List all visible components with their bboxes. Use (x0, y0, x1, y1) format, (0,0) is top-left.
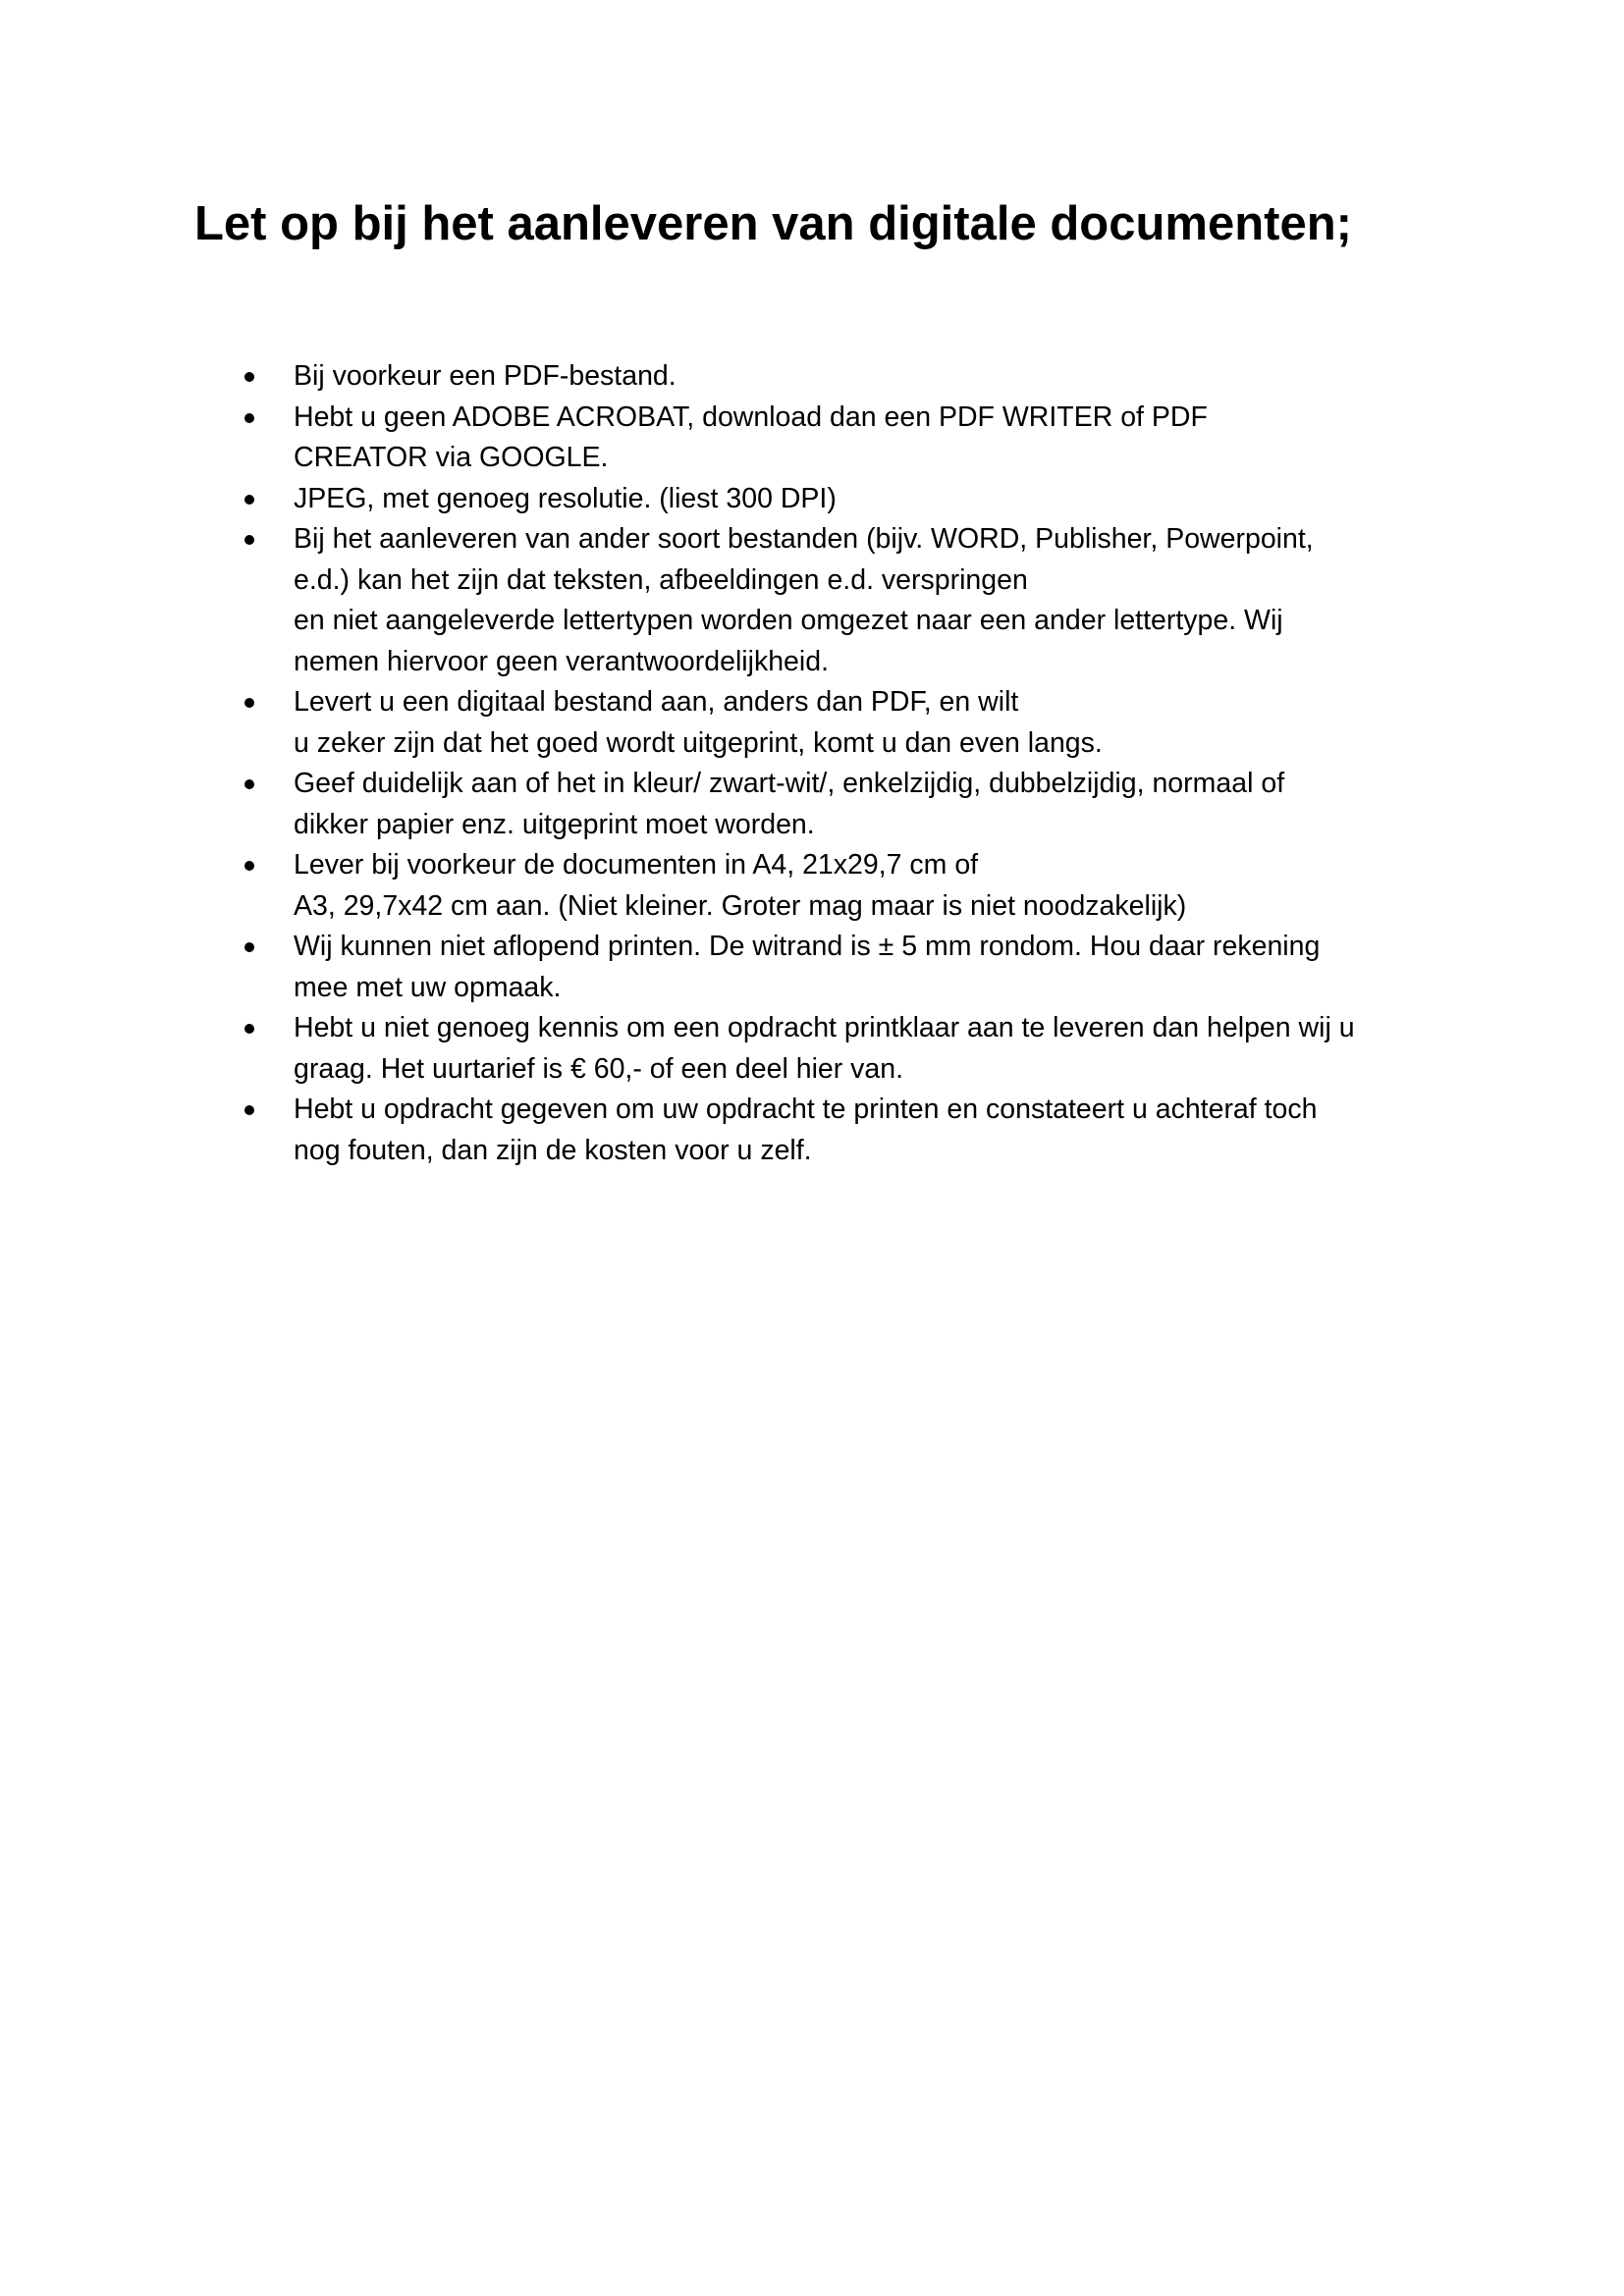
list-item-line: Hebt u geen ADOBE ACROBAT, download dan een PDF WRITER of PDF (294, 400, 1208, 433)
list-item-line: CREATOR via GOOGLE. (294, 442, 609, 473)
list-item (244, 479, 1462, 520)
page-title: Let op bij het aanleveren van digitale documenten; (194, 197, 1352, 250)
bullet-icon (244, 861, 254, 871)
bullet-icon (244, 372, 254, 382)
list-item-line: graag. Het uurtarief is € 60,- of een deel hier van. (294, 1052, 904, 1085)
list-item-line: Hebt u opdracht gegeven om uw opdracht te printen en constateert u achteraf toch (294, 1094, 1318, 1125)
list-item-line: A3, 29,7x42 cm aan. (Niet kleiner. Groter mag maar is niet noodzakelijk) (294, 889, 1187, 922)
bullet-list (244, 356, 1462, 1171)
list-item-line: JPEG, met genoeg resolutie. (liest 300 DPI) (294, 482, 837, 514)
list-item-line: Levert u een digitaal bestand aan, anders dan PDF, en wilt (294, 686, 1019, 718)
list-item (244, 682, 1462, 764)
list-item-line: Bij het aanleveren van ander soort bestanden (bijv. WORD, Publisher, Powerpoint, (294, 523, 1314, 555)
list-item (244, 1090, 1462, 1171)
list-item-line: nog fouten, dan zijn de kosten voor u zelf. (294, 1134, 812, 1166)
list-item-line: nemen hiervoor geen verantwoordelijkheid. (294, 645, 829, 677)
bullet-icon (244, 535, 254, 545)
bullet-icon (244, 1024, 254, 1034)
bullet-icon (244, 779, 254, 789)
bullet-icon (244, 1105, 254, 1115)
list-item-line: en niet aangeleverde lettertypen worden omgezet naar een ander lettertype. Wij (294, 605, 1283, 636)
list-item-line: mee met uw opmaak. (294, 971, 562, 1003)
list-item-line: Lever bij voorkeur de documenten in A4, 21x29,7 cm of (294, 849, 979, 881)
bullet-icon (244, 495, 254, 505)
list-item-line: Geef duidelijk aan of het in kleur/ zwart-wit/, enkelzijdig, dubbelzijdig, normaal of (294, 768, 1285, 799)
list-item-line: Bij voorkeur een PDF-bestand. (294, 360, 677, 392)
list-item (244, 398, 1462, 479)
list-item (244, 356, 1462, 398)
list-item-line: u zeker zijn dat het goed wordt uitgeprint, komt u dan even langs. (294, 726, 1103, 759)
bullet-icon (244, 698, 254, 708)
list-item (244, 845, 1462, 927)
list-item (244, 764, 1462, 845)
list-item-line: dikker papier enz. uitgeprint moet worden. (294, 808, 815, 840)
list-item-line: e.d.) kan het zijn dat teksten, afbeeldingen e.d. verspringen (294, 563, 1028, 596)
list-item (244, 927, 1462, 1008)
list-item-line: Wij kunnen niet aflopend printen. De witrand is ± 5 mm rondom. Hou daar rekening (294, 931, 1321, 962)
list-item-line: Hebt u niet genoeg kennis om een opdracht printklaar aan te leveren dan helpen wij u (294, 1012, 1355, 1043)
list-item (244, 519, 1462, 682)
list-item (244, 1008, 1462, 1090)
bullet-icon (244, 942, 254, 952)
bullet-icon (244, 413, 254, 423)
